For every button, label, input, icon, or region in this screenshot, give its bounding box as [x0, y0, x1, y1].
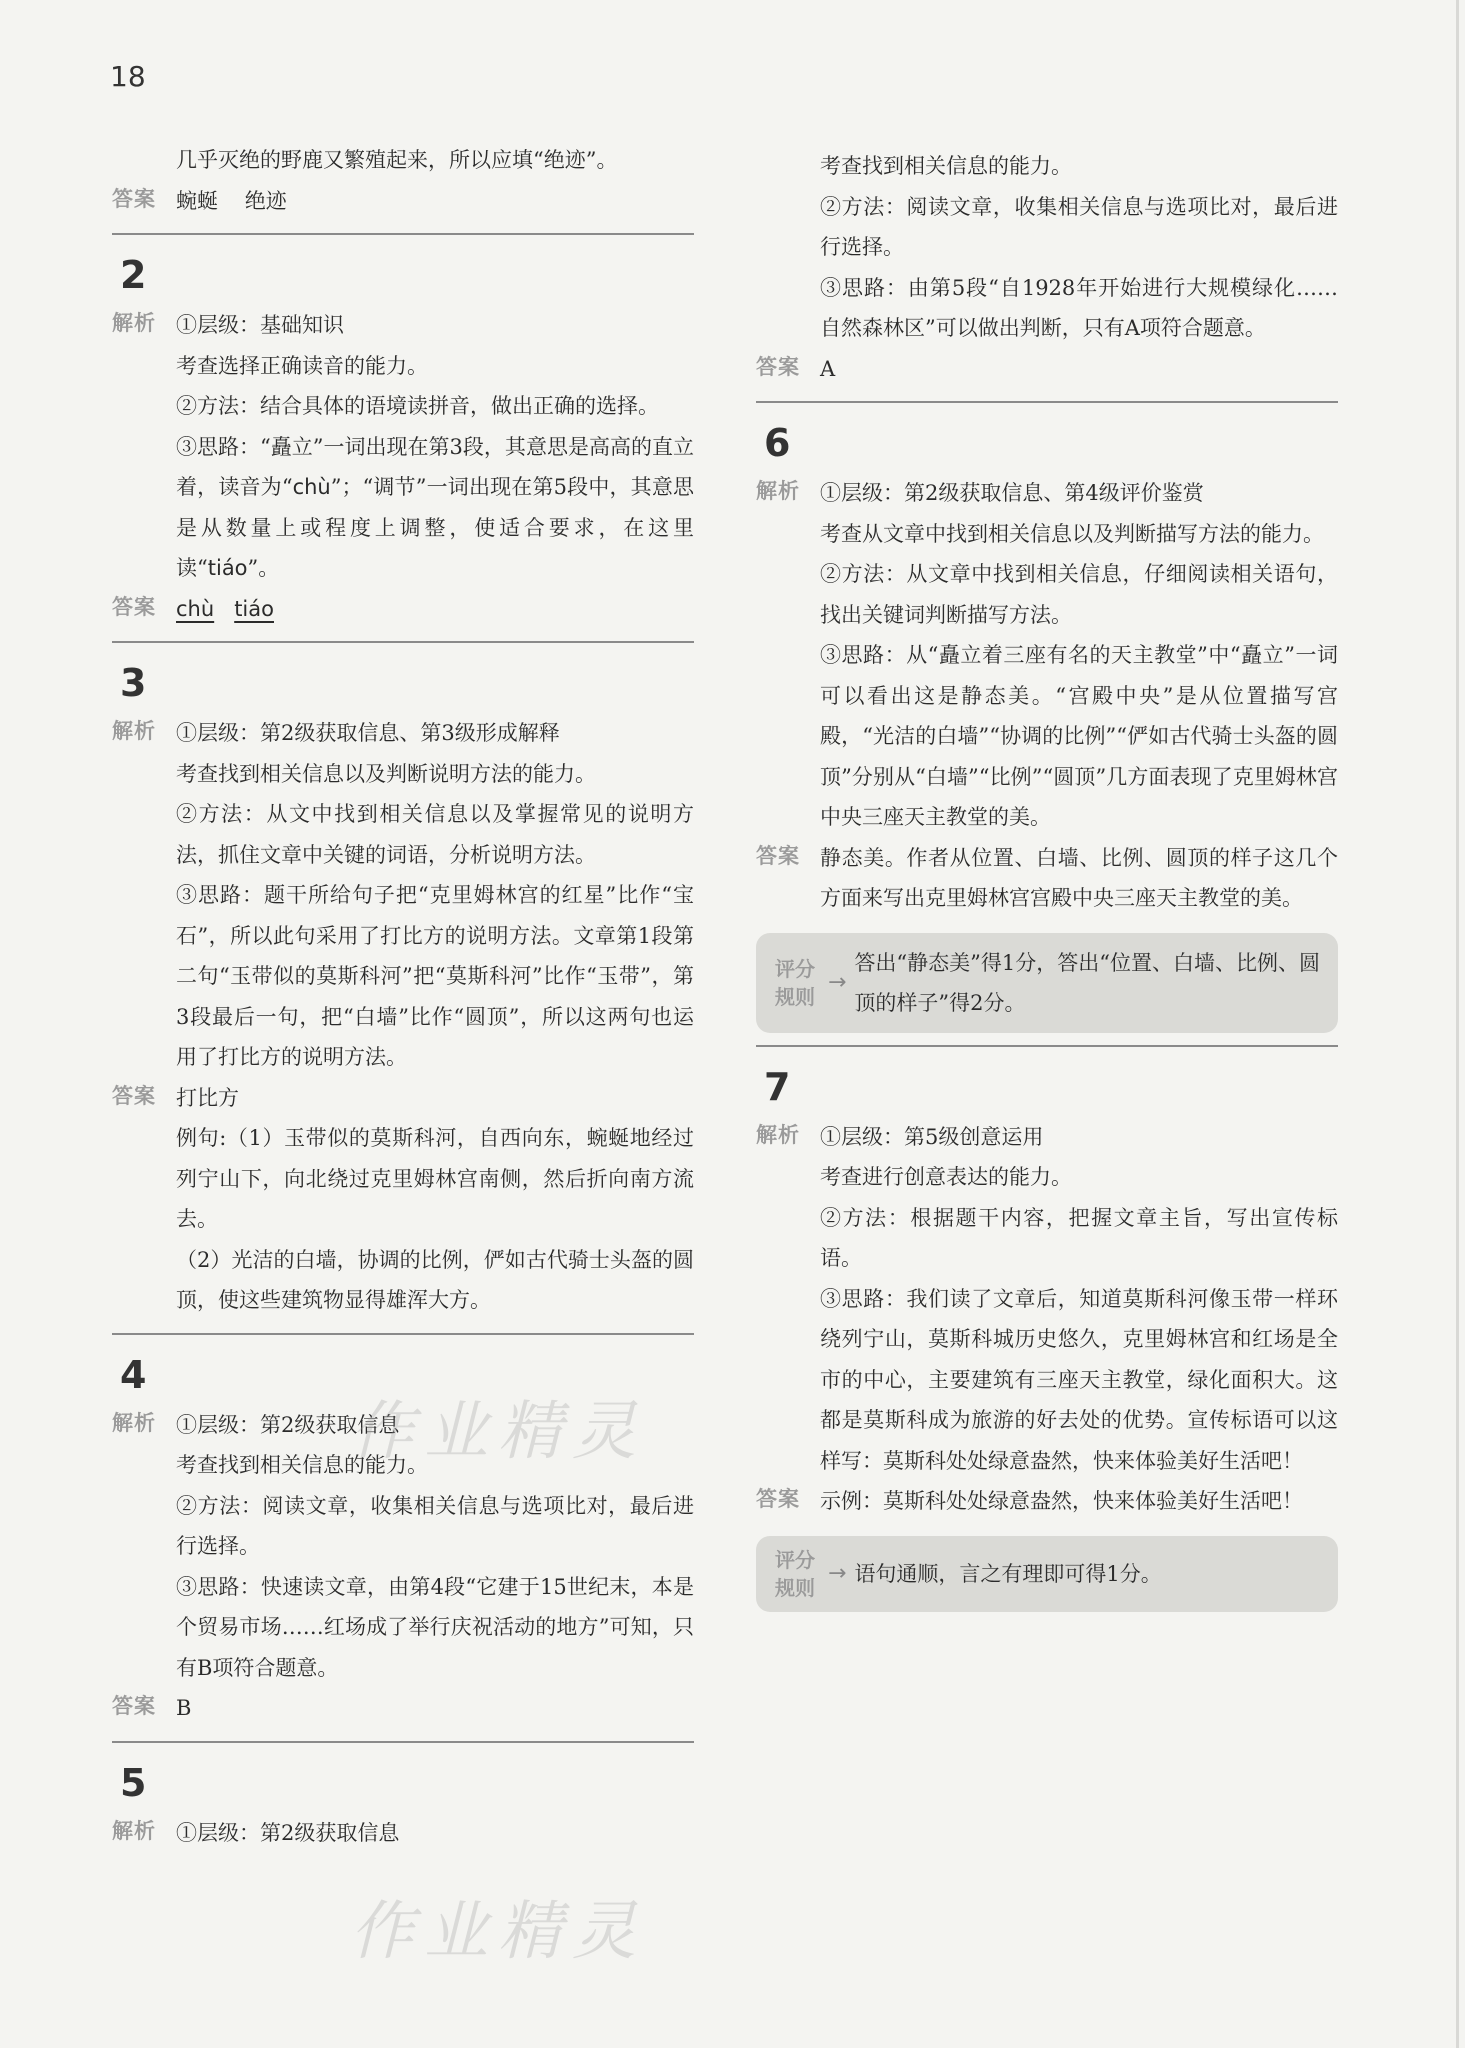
q2-reasoning-a: ③思路：“矗立”一词出现在第3段，其意思是高高的直立着，读音为“	[176, 434, 694, 499]
q3-answer: 打比方	[176, 1085, 239, 1110]
q2-focus: 考查选择正确读音的能力。	[176, 353, 428, 378]
q2-level: ①层级：基础知识	[176, 313, 344, 337]
question-number-4: 4	[120, 1352, 147, 1397]
question-number-7: 7	[764, 1064, 791, 1109]
q5-method: ②方法：阅读文章，收集相关信息与选项比对，最后进行选择。	[820, 194, 1338, 259]
q5-focus: 考查找到相关信息的能力。	[820, 154, 1072, 178]
q2-reasoning	[176, 427, 694, 589]
q2-pinyin-2: tiáo	[207, 556, 248, 580]
q6-level: ①层级：第2级获取信息、第4级评价鉴赏	[820, 481, 1204, 505]
analysis-label: 解析	[112, 1410, 156, 1435]
q7-analysis	[756, 1117, 1338, 1482]
q6-focus: 考查从文章中找到相关信息以及判断描写方法的能力。	[820, 521, 1324, 546]
q7-scoring-box	[756, 1536, 1338, 1612]
q2-reasoning-b: ”；“调节”一词出现在第5段中，其意思是从数量上或程度上调整，使适合要求，在这里读“	[176, 475, 694, 580]
q3-level: ①层级：第2级获取信息、第3级形成解释	[176, 721, 560, 745]
q7-reasoning: ③思路：我们读了文章后，知道莫斯科河像玉带一样环绕列宁山，莫斯科城历史悠久，克里姆林宫和红场是全市的中心，主要建筑有三座天主教堂，绿化面积大。这都是莫斯科成为旅游的好去处的优势。宣传标语可以这样写：莫斯科处处绿意盎然，快来体验美好生活吧！	[820, 1286, 1338, 1473]
question-number-3: 3	[120, 661, 147, 705]
intro-answer-1: 蜿蜒	[176, 188, 218, 213]
q4-reasoning: ③思路：快速读文章，由第4段“它建于15世纪末，本是个贸易市场……红场成了举行庆祝活动的地方”可知，只有B项符合题意。	[176, 1574, 694, 1680]
q2-reasoning-c: ”。	[247, 556, 280, 580]
answer-label: 答案	[112, 186, 156, 211]
q3-analysis	[112, 713, 694, 1078]
q5-reasoning: ③思路：由第5段“自1928年开始进行大规模绿化……自然森林区”可以做出判断，只有A项符合题意。	[820, 275, 1338, 340]
q6-analysis	[756, 473, 1338, 838]
q4-answer-row	[112, 1688, 694, 1729]
watermark: 作业精灵	[350, 1895, 646, 1969]
intro-answer-row	[112, 181, 694, 222]
q4-answer: B	[176, 1696, 192, 1720]
answer-label: 答案	[756, 843, 800, 868]
question-number-2: 2	[120, 253, 147, 297]
q6-scoring-text: 答出“静态美”得1分，答出“位置、白墙、比例、圆顶的样子”得2分。	[854, 950, 1321, 1015]
scoring-tag-line1: 评分	[775, 1547, 815, 1572]
watermark: 作业精灵	[350, 1395, 646, 1469]
q3-answer-row	[112, 1078, 694, 1321]
answer-label: 答案	[756, 1487, 800, 1511]
right-column	[756, 146, 1338, 1622]
analysis-label: 解析	[112, 1818, 156, 1843]
analysis-label: 解析	[112, 311, 156, 335]
q5-level: ①层级：第2级获取信息	[176, 1820, 400, 1845]
q5-answer: A	[820, 356, 836, 381]
q2-answer-1: chù	[176, 596, 215, 621]
q3-example-1: 例句:（1）玉带似的莫斯科河，自西向东，蜿蜒地经过列宁山下，向北绕过克里姆林宫南侧，然后折向南方流去。	[176, 1126, 694, 1231]
arrow-right-icon: →	[828, 1561, 847, 1586]
divider	[112, 641, 694, 643]
q7-answer-row	[756, 1481, 1338, 1522]
q3-example-2: （2）光洁的白墙，协调的比例，俨如古代骑士头盔的圆顶，使这些建筑物显得雄浑大方。	[176, 1247, 694, 1312]
q6-method: ②方法：从文章中找到相关信息，仔细阅读相关语句，找出关键词判断描写方法。	[820, 562, 1338, 627]
q6-answer: 静态美。作者从位置、白墙、比例、圆顶的样子这几个方面来写出克里姆林宫宫殿中央三座天主教堂的美。	[820, 845, 1338, 910]
page-number: 18	[110, 60, 146, 93]
q4-method: ②方法：阅读文章，收集相关信息与选项比对，最后进行选择。	[176, 1493, 694, 1558]
q7-method: ②方法：根据题干内容，把握文章主旨，写出宣传标语。	[820, 1205, 1338, 1270]
q7-focus: 考查进行创意表达的能力。	[820, 1165, 1072, 1189]
q2-pinyin-1: chù	[292, 475, 331, 499]
q5-analysis	[112, 1813, 694, 1854]
q6-scoring-box	[756, 933, 1338, 1033]
q2-analysis	[112, 305, 694, 589]
q2-method: ②方法：结合具体的语境读拼音，做出正确的选择。	[176, 394, 659, 418]
divider	[112, 233, 694, 235]
q4-focus: 考查找到相关信息的能力。	[176, 1453, 428, 1477]
left-column	[112, 140, 694, 1853]
q4-level: ①层级：第2级获取信息	[176, 1412, 400, 1437]
q7-level: ①层级：第5级创意运用	[820, 1124, 1044, 1149]
answer-label: 答案	[112, 1694, 156, 1718]
analysis-label: 解析	[112, 719, 156, 743]
question-number-5: 5	[120, 1760, 147, 1805]
scoring-tag	[770, 955, 820, 1011]
q2-answer-row	[112, 589, 694, 630]
divider	[112, 1333, 694, 1335]
scoring-tag	[770, 1546, 820, 1602]
answer-label: 答案	[756, 354, 800, 379]
q6-reasoning: ③思路：从“矗立着三座有名的天主教堂”中“矗立”一词可以看出这是静态美。“宫殿中央”是从位置描写宫殿，“光洁的白墙”“协调的比例”“俨如古代骑士头盔的圆顶”分别从“白墙”“比例”“圆顶”几方面表现了克里姆林宫中央三座天主教堂的美。	[820, 643, 1338, 829]
q3-method: ②方法：从文中找到相关信息以及掌握常见的说明方法，抓住文章中关键的词语，分析说明方法。	[176, 802, 694, 867]
arrow-right-icon: →	[828, 970, 847, 995]
q7-scoring-text: 语句通顺，言之有理即可得1分。	[854, 1561, 1162, 1586]
analysis-label: 解析	[756, 1122, 800, 1147]
page-edge-line	[1456, 0, 1459, 2048]
divider	[112, 1741, 694, 1743]
question-number-6: 6	[764, 421, 791, 465]
q7-answer: 示例：莫斯科处处绿意盎然，快来体验美好生活吧！	[820, 1489, 1303, 1513]
scoring-tag-line1: 评分	[775, 956, 815, 981]
intro-line: 几乎灭绝的野鹿又繁殖起来，所以应填“绝迹”。	[176, 148, 618, 172]
answer-label: 答案	[112, 1083, 156, 1108]
divider	[756, 401, 1338, 403]
divider	[756, 1045, 1338, 1047]
q2-answer-2: tiáo	[234, 596, 274, 621]
q5-answer-row	[756, 349, 1338, 390]
intro-text	[176, 140, 694, 181]
scoring-tag-line2: 规则	[775, 1575, 815, 1600]
answer-label: 答案	[112, 594, 156, 619]
analysis-label: 解析	[756, 479, 800, 503]
q6-answer-row	[756, 838, 1338, 919]
q3-reasoning: ③思路：题干所给句子把“克里姆林宫的红星”比作“宝石”，所以此句采用了打比方的说明方法。文章第1段第二句“玉带似的莫斯科河”把“莫斯科河”比作“玉带”，第3段最后一句，把“白墙”比作“圆顶”，所以这两句也运用了打比方的说明方法。	[176, 883, 694, 1069]
intro-answer-2: 绝迹	[244, 188, 287, 213]
scoring-tag-line2: 规则	[775, 984, 815, 1009]
q3-focus: 考查找到相关信息以及判断说明方法的能力。	[176, 761, 596, 786]
